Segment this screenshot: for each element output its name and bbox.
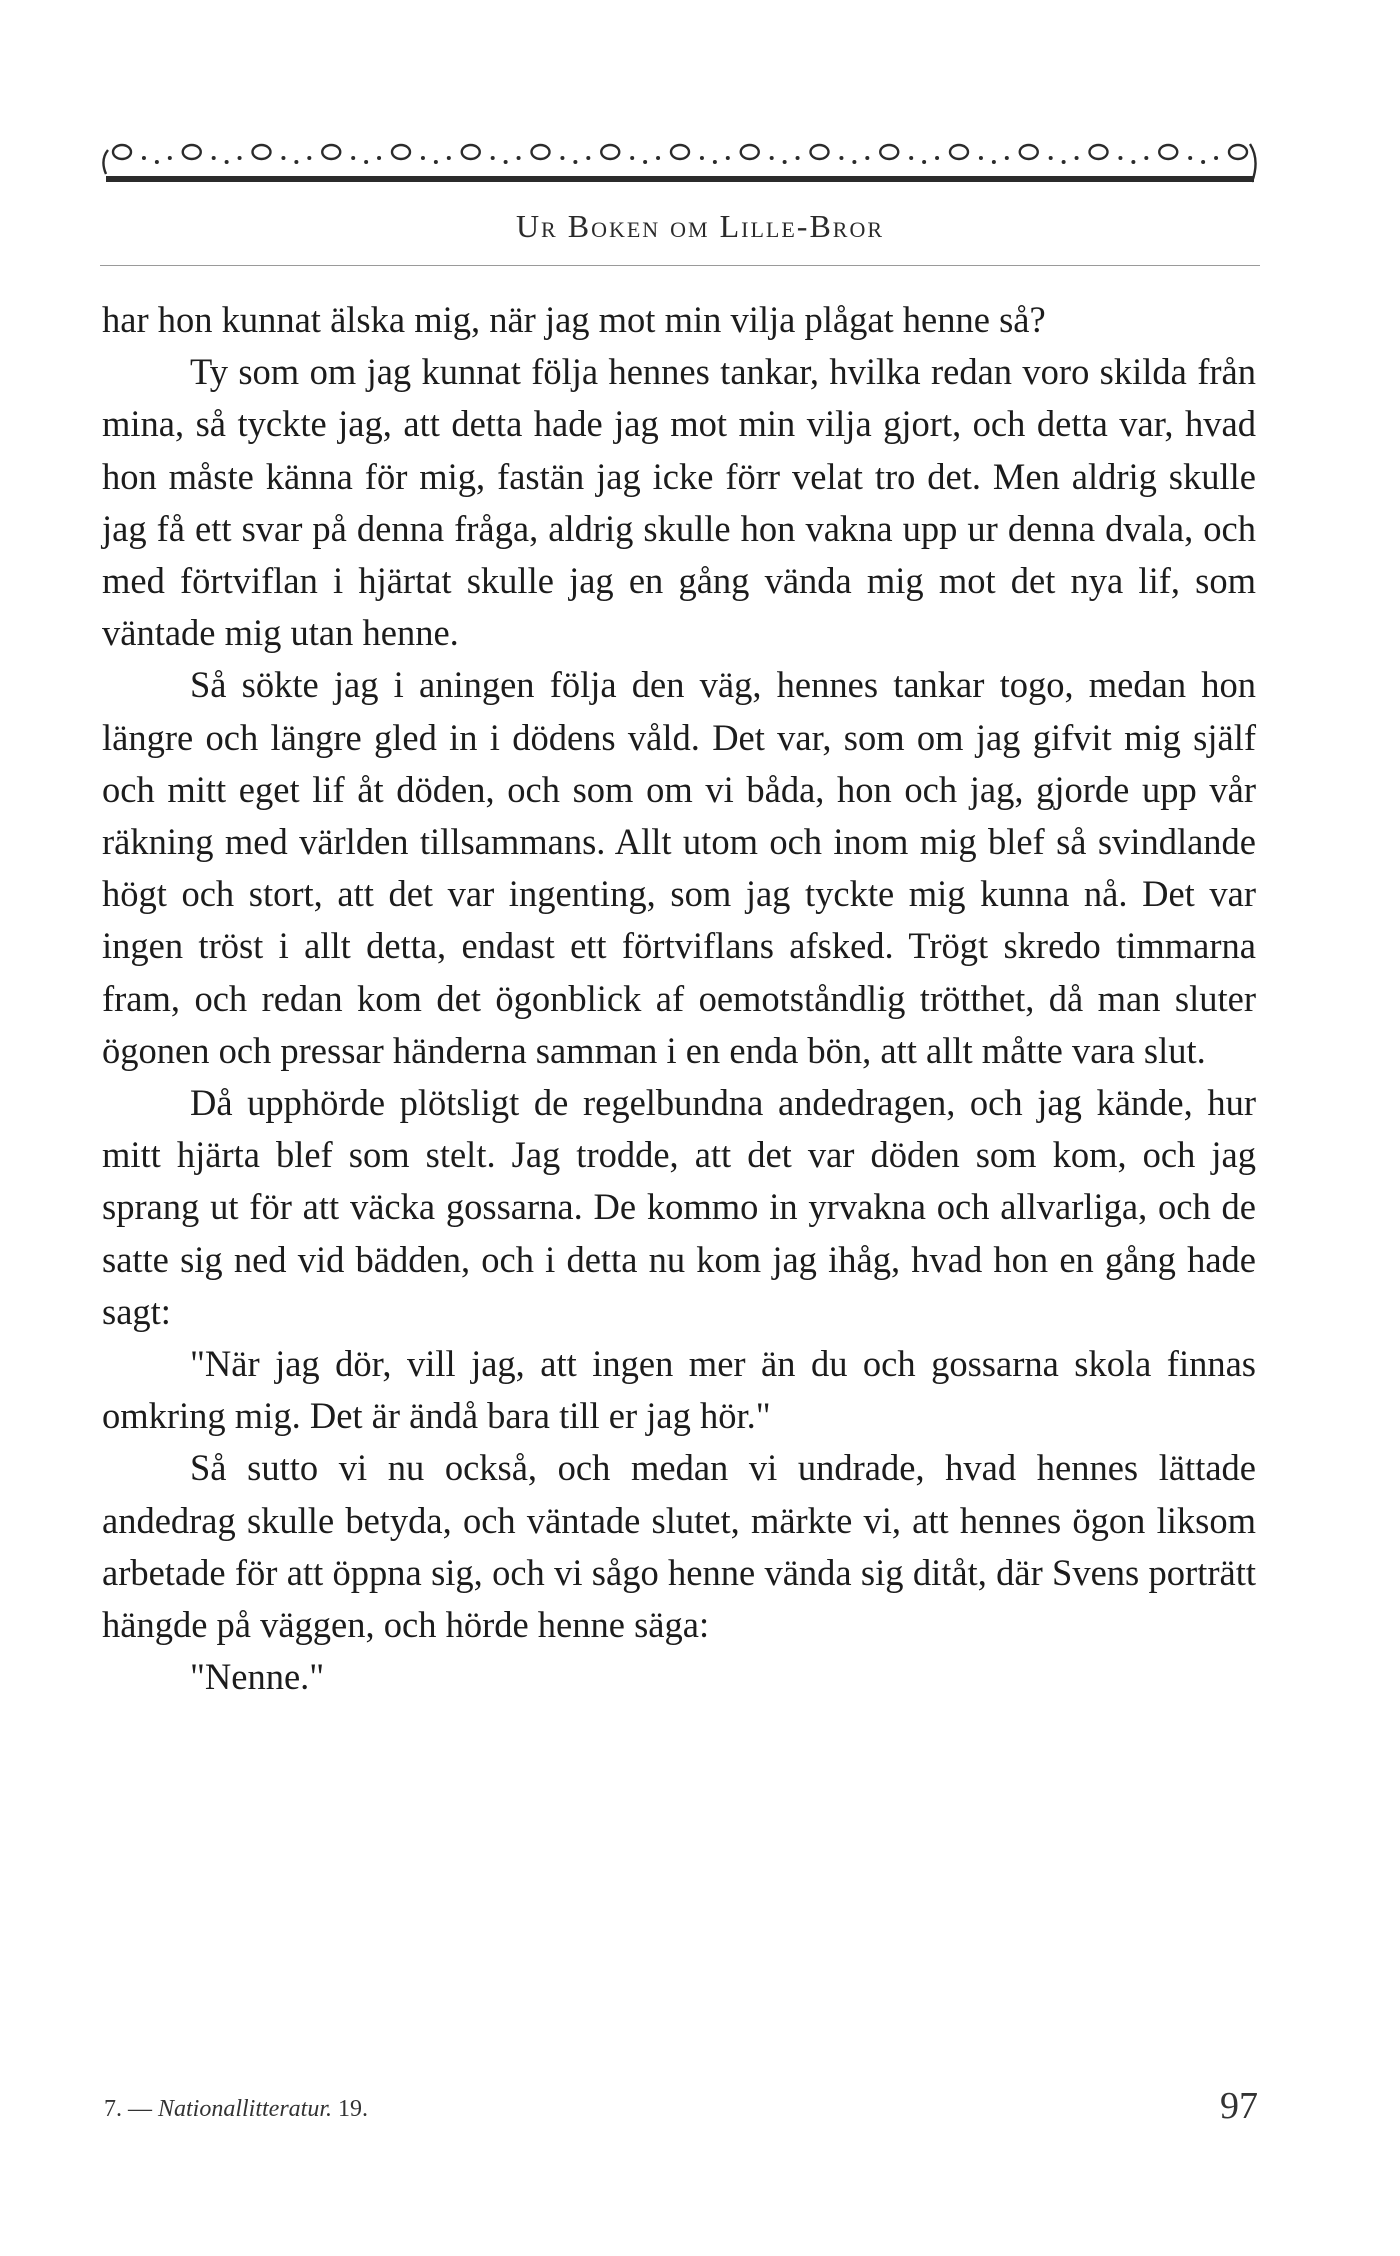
ornament-dot — [1188, 156, 1192, 160]
ornament-dot — [992, 160, 996, 164]
body-text — [102, 294, 1256, 1703]
ornament-dot — [656, 156, 660, 160]
ornament-dot — [1118, 156, 1122, 160]
ornament-ring — [880, 145, 898, 159]
ornament-dot — [770, 156, 774, 160]
ornament-dot — [922, 160, 926, 164]
ornament-dot — [630, 156, 634, 160]
ornament-dot — [1131, 160, 1135, 164]
paragraph: Så sutto vi nu också, och medan vi undrade, hvad hennes lättade andedrag skulle betyda, och väntade slutet, märkte vi, att hennes ögon liksom arbetade för att öppna sig, och vi sågo henne vända sig ditåt, där Svens porträtt hängde på väggen, och hörde henne säga: — [102, 1447, 1256, 1646]
ornament-dot — [1049, 156, 1053, 160]
ornament-dot — [852, 160, 856, 164]
ornament-dot — [421, 156, 425, 160]
ornament-dot — [1214, 156, 1218, 160]
ornament-dot — [935, 156, 939, 160]
ornament-dot — [504, 160, 508, 164]
ornament-dot — [839, 156, 843, 160]
header-rule — [100, 265, 1260, 266]
paragraph: har hon kunnat älska mig, när jag mot min vilja plågat henne så? — [102, 299, 1046, 340]
paragraph: Så sökte jag i aningen följa den väg, hennes tankar togo, medan hon längre och längre gled in i dödens våld. Det var, som om jag gifvit mig själf och mitt eget lif åt döden, och som om vi båda, hon och jag, gjorde upp vår räkning med världen tillsammans. Allt utom och inom mig blef så svindlande högt och stort, att det var ingenting, som jag tyckte mig kunna nå. Det var ingen tröst i allt detta, endast ett förtviflans afsked. Trögt skredo timmarna fram, och redan kom det ögonblick af oemotståndlig trötthet, då man sluter ögonen och pressar händerna samman i en enda bön, att allt måtte vara slut. — [102, 664, 1256, 1071]
ornament-dot — [700, 156, 704, 160]
ornament-dot — [560, 156, 564, 160]
ornament-ring — [1159, 145, 1177, 159]
signature-volume: 19. — [338, 2096, 369, 2122]
signature-number: 7. — [104, 2096, 122, 2122]
ornament-ring — [253, 145, 271, 159]
ornament-dot — [225, 160, 229, 164]
ornament-ring — [950, 145, 968, 159]
ornament-dot — [1062, 160, 1066, 164]
ornament-ring — [1020, 145, 1038, 159]
ornament-dot — [517, 156, 521, 160]
ornament-dot — [909, 156, 913, 160]
ornament-dot — [573, 160, 577, 164]
ornament-dot — [281, 156, 285, 160]
ornament-dot — [643, 160, 647, 164]
ornament-dot — [783, 160, 787, 164]
ornament-ring — [532, 145, 550, 159]
ornament-dot — [1201, 160, 1205, 164]
ornament-ring — [601, 145, 619, 159]
quoted-paragraph: "Nenne." — [190, 1656, 325, 1698]
printer-signature — [104, 2096, 368, 2123]
ornament-dot — [713, 160, 717, 164]
ornament-ring — [462, 145, 480, 159]
ornamental-header-border — [100, 100, 1260, 190]
ornament-dot — [796, 156, 800, 160]
ornament-ring — [671, 145, 689, 159]
ornament-dot — [979, 156, 983, 160]
ornament-rule — [106, 176, 1254, 182]
ornament-dot — [238, 156, 242, 160]
ornament-ring — [113, 145, 131, 159]
ornament-dot — [1144, 156, 1148, 160]
ornament-dot — [586, 156, 590, 160]
quoted-paragraph: "När jag dör, vill jag, att ingen mer än du och gossarna skola finnas omkring mig. Det är ändå bara till er jag hör." — [102, 1343, 1256, 1437]
ornament-ring — [741, 145, 759, 159]
ornament-ring — [392, 145, 410, 159]
ornament-ring — [1229, 145, 1247, 159]
ornament-dot — [1005, 156, 1009, 160]
ornament-dot — [447, 156, 451, 160]
signature-dash: — — [128, 2096, 152, 2122]
paragraph: Då upphörde plötsligt de regelbundna andedragen, och jag kände, hur mitt hjärta blef som stelt. Jag trodde, att det var döden som kom, och jag sprang ut för att väcka gossarna. De kommo in yrvakna och allvarliga, och de satte sig ned vid bädden, och i detta nu kom jag ihåg, hvad hon en gång hade sagt: — [102, 1082, 1256, 1332]
ornament-dot — [294, 160, 298, 164]
ornament-dot — [377, 156, 381, 160]
ornament-dot — [491, 156, 495, 160]
signature-series: Nationallitteratur. — [158, 2096, 333, 2122]
ornament-dot — [212, 156, 216, 160]
running-title — [0, 208, 1400, 245]
paragraph: Ty som om jag kunnat följa hennes tankar, hvilka redan voro skilda från mina, så tyckte jag, att detta hade jag mot min vilja gjort, och detta var, hvad hon måste känna för mig, fastän jag icke förr velat tro det. Men aldrig skulle jag få ett svar på denna fråga, aldrig skulle hon vakna upp ur denna dvala, och med förtviflan i hjärtat skulle jag en gång vända mig mot det nya lif, som väntade mig utan henne. — [102, 351, 1256, 654]
ornament-dot — [726, 156, 730, 160]
ornament-ring — [322, 145, 340, 159]
ornament-ring — [1090, 145, 1108, 159]
ornament-dot — [434, 160, 438, 164]
running-title-text: Ur Boken om Lille-Bror — [515, 208, 885, 244]
ornament-dot — [168, 156, 172, 160]
ornament-dot — [307, 156, 311, 160]
page-number: 97 — [1220, 2085, 1258, 2127]
ornament-ring — [811, 145, 829, 159]
ornament-dot — [155, 160, 159, 164]
ornament-dot — [364, 160, 368, 164]
ornament-dot — [142, 156, 146, 160]
ornament-left-curl — [103, 150, 108, 174]
ornament-dot — [865, 156, 869, 160]
ornament-dot — [1075, 156, 1079, 160]
ornament-ring — [183, 145, 201, 159]
ornament-dot — [351, 156, 355, 160]
